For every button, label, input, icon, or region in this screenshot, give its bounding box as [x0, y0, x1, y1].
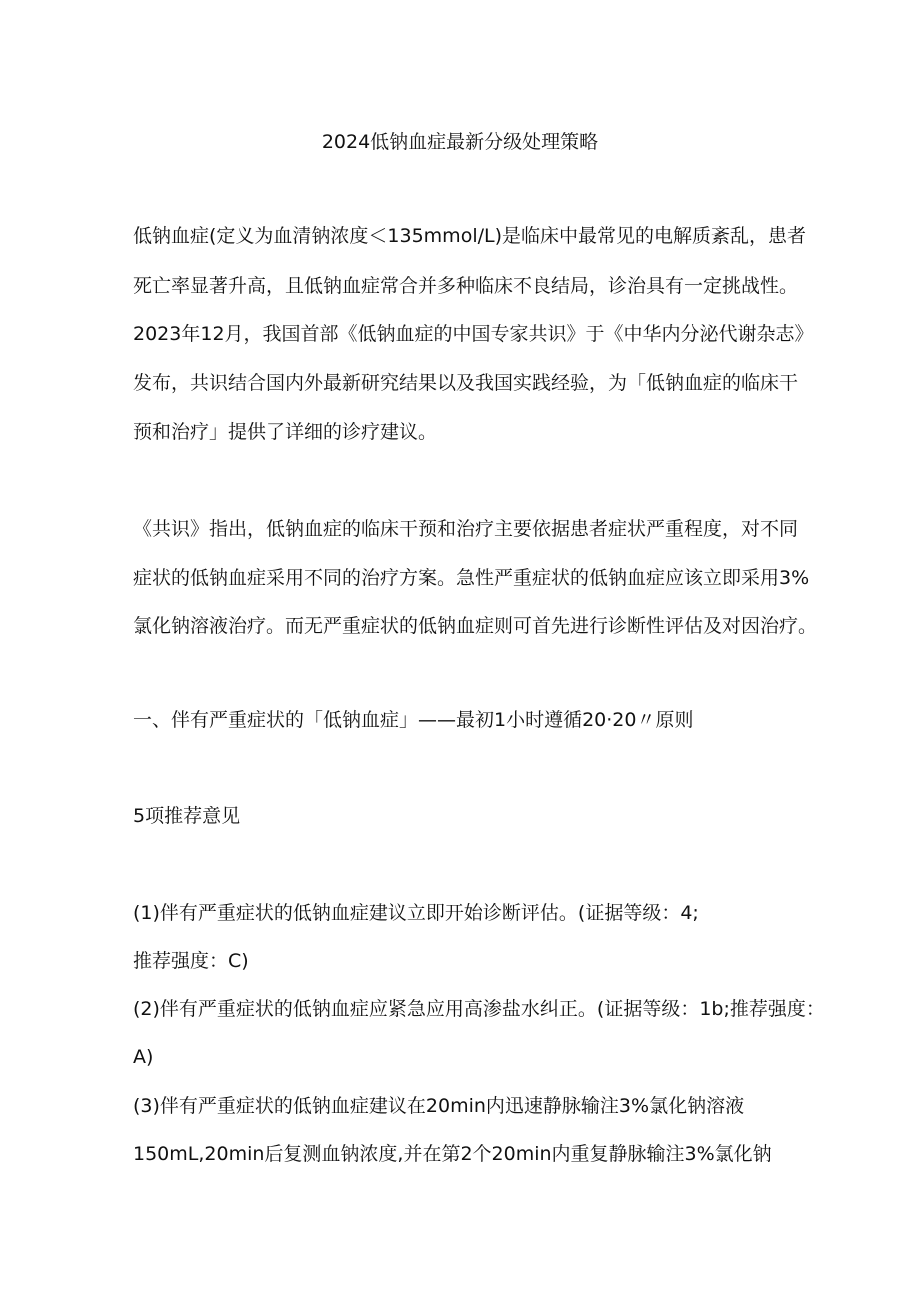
- consensus-line-2: 症状的低钠血症采用不同的治疗方案。急性严重症状的低钠血症应该立即采用3%: [133, 567, 810, 589]
- recommendation-line-1: (1)伴有严重症状的低钠血症建议立即开始诊断评估。(证据等级：4;: [133, 902, 699, 924]
- recommendation-line-3: (2)伴有严重症状的低钠血症应紧急应用高渗盐水纠正。(证据等级：1b;推荐强度：: [133, 998, 825, 1020]
- recommendation-line-2: 推荐强度：C): [133, 950, 249, 972]
- intro-line-4: 发布，共识结合国内外最新研究结果以及我国实践经验，为「低钠血症的临床干: [133, 372, 799, 394]
- intro-line-2: 死亡率显著升高，且低钠血症常合并多种临床不良结局，诊治具有一定挑战性。: [133, 275, 799, 297]
- section-heading: 一、伴有严重症状的「低钠血症」——最初1小时遵循20·20〃原则: [133, 709, 694, 731]
- recommendations-subheading: 5项推荐意见: [133, 805, 241, 827]
- document-title: 2024低钠血症最新分级处理策略: [321, 131, 599, 153]
- intro-line-1: 低钠血症(定义为血清钠浓度＜135mmol/L)是临床中最常见的电解质紊乱，患者: [133, 225, 806, 247]
- recommendation-line-6: 150mL,20min后复测血钠浓度,并在第2个20min内重复静脉输注3%氯化钠: [133, 1143, 772, 1165]
- recommendation-line-5: (3)伴有严重症状的低钠血症建议在20min内迅速静脉输注3%氯化钠溶液: [133, 1095, 745, 1117]
- consensus-line-3: 氯化钠溶液治疗。而无严重症状的低钠血症则可首先进行诊断性评估及对因治疗。: [133, 615, 818, 637]
- recommendation-line-4: A): [133, 1046, 154, 1068]
- intro-line-3: 2023年12月，我国首部《低钠血症的中国专家共识》于《中华内分泌代谢杂志》: [133, 323, 814, 345]
- consensus-line-1: 《共识》指出，低钠血症的临床干预和治疗主要依据患者症状严重程度，对不同: [133, 518, 799, 540]
- intro-line-5: 预和治疗」提供了详细的诊疗建议。: [133, 421, 438, 443]
